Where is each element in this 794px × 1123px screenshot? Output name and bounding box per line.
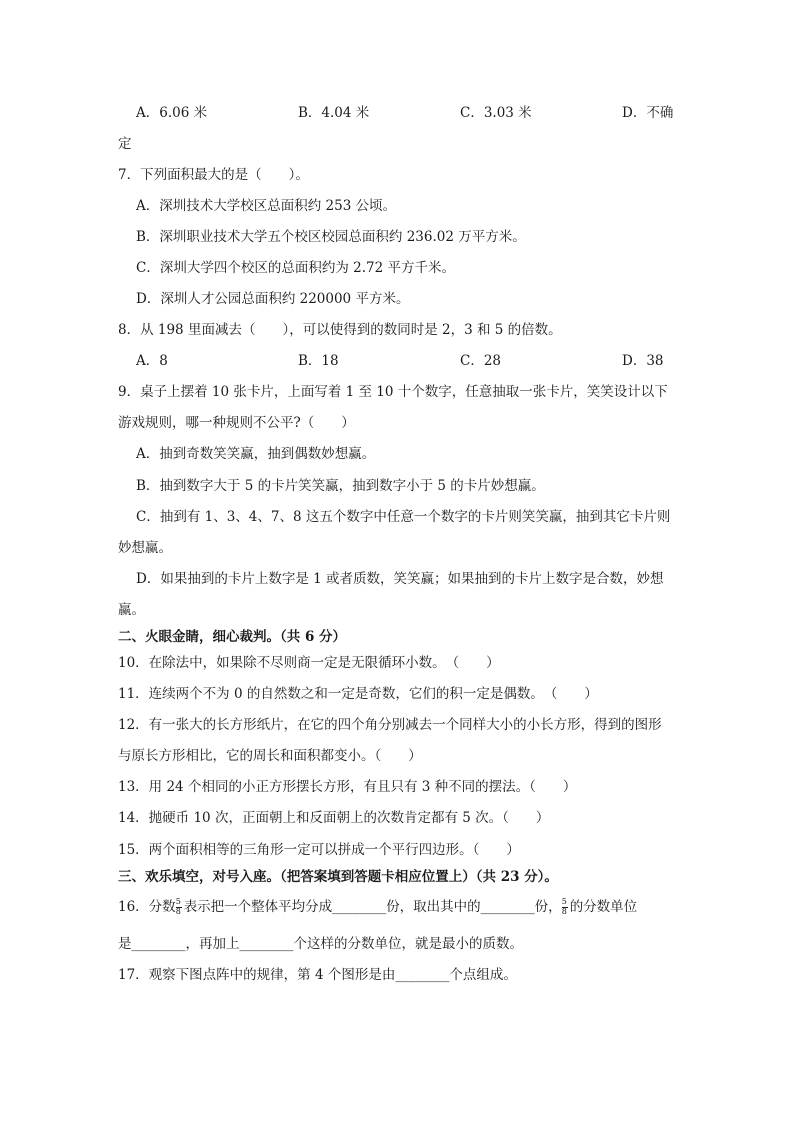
section3-title: 三、欢乐填空，对号入座。（把答案填到答题卡相应位置上）（共 23 分）。 xyxy=(118,869,558,885)
section2-title: 二、火眼金睛，细心裁判。（共 6 分） xyxy=(118,629,347,645)
q16-suffix: 的分数单位 xyxy=(569,899,638,915)
q12-line2: 与原长方形相比，它的周长和面积都变小。（ ） xyxy=(118,748,422,764)
fraction-numerator: 5 xyxy=(561,897,567,906)
q7-option-a: A．深圳技术大学校区总面积约 253 公顷。 xyxy=(136,198,397,214)
q6-option-a: A．6.06 米 xyxy=(136,105,208,121)
q6-option-d-cont: 定 xyxy=(118,136,132,152)
q15: 15．两个面积相等的三角形一定可以拼成一个平行四边形。（ ） xyxy=(118,842,520,858)
fraction-numerator: 5 xyxy=(175,897,181,906)
q7-stem: 7．下列面积最大的是（ ）。 xyxy=(118,167,309,183)
q8-stem: 8．从 198 里面减去（ ），可以使得到的数同时是 2，3 和 5 的倍数。 xyxy=(118,322,562,338)
q8-option-d: D．38 xyxy=(622,353,664,369)
q8-option-c: C．28 xyxy=(460,353,502,369)
q16-prefix: 16．分数 xyxy=(118,899,176,915)
q9-option-d-line2: 赢。 xyxy=(118,602,145,618)
q6-option-c: C．3.03 米 xyxy=(460,105,532,121)
q16-middle: 表示把一个整体平均分成________份，取出其中的________份， xyxy=(183,899,562,915)
fraction-5-8 xyxy=(176,898,184,916)
q6-option-b: B．4.04 米 xyxy=(298,105,370,121)
q10: 10．在除法中，如果除不尽则商一定是无限循环小数。 （ ） xyxy=(118,655,500,671)
fraction-5-8-second xyxy=(562,898,570,916)
q16-line1 xyxy=(118,898,637,916)
q9-option-a: A．抽到奇数笑笑赢，抽到偶数妙想赢。 xyxy=(136,446,376,462)
q11: 11．连续两个不为 0 的自然数之和一定是奇数，它们的积一定是偶数。 （ ） xyxy=(118,686,598,702)
q9-option-d-line1: D．如果抽到的卡片上数字是 1 或者质数，笑笑赢；如果抽到的卡片上数字是合数，妙想 xyxy=(136,571,664,587)
q9-option-b: B．抽到数字大于 5 的卡片笑笑赢，抽到数字小于 5 的卡片妙想赢。 xyxy=(136,478,545,494)
q8-option-b: B．18 xyxy=(298,353,339,369)
q17: 17．观察下图点阵中的规律，第 4 个图形是由________个点组成。 xyxy=(118,967,517,983)
fraction-denominator: 8 xyxy=(561,907,567,916)
q8-option-a: A．8 xyxy=(136,353,168,369)
q9-option-c-line1: C．抽到有 1、3、4、7、8 这五个数字中任意一个数字的卡片则笑笑赢，抽到其它卡片则 xyxy=(136,509,671,525)
q6-option-d: D．不确 xyxy=(622,105,674,121)
q9-stem-line1: 9．桌子上摆着 10 张卡片，上面写着 1 至 10 十个数字，任意抽取一张卡片，笑笑设计以下 xyxy=(118,384,668,400)
q7-option-c: C．深圳大学四个校区的总面积约为 2.72 平方千米。 xyxy=(136,260,455,276)
q14: 14．抛硬币 10 次，正面朝上和反面朝上的次数肯定都有 5 次。（ ） xyxy=(118,810,550,826)
q7-option-b: B．深圳职业技术大学五个校区校园总面积约 236.02 万平方米。 xyxy=(136,229,526,245)
q9-stem-line2: 游戏规则，哪一种规则不公平?（ ） xyxy=(118,415,355,431)
q9-option-c-line2: 妙想赢。 xyxy=(118,540,172,556)
q16-line2: 是________，再加上________个这样的分数单位，就是最小的质数。 xyxy=(118,936,523,952)
fraction-denominator: 8 xyxy=(175,907,181,916)
q7-option-d: D．深圳人才公园总面积约 220000 平方米。 xyxy=(136,291,410,307)
q13: 13．用 24 个相同的小正方形摆长方形，有且只有 3 种不同的摆法。（ ） xyxy=(118,779,577,795)
q12-line1: 12．有一张大的长方形纸片，在它的四个角分别减去一个同样大小的小长方形，得到的图形 xyxy=(118,717,662,733)
